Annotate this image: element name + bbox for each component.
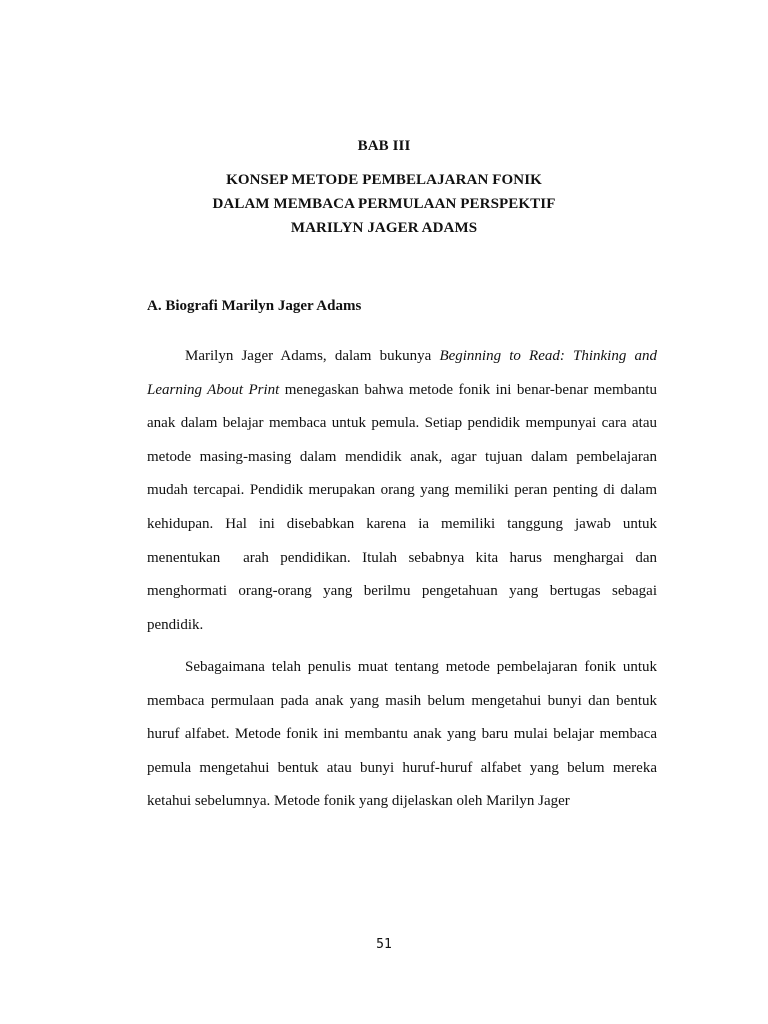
paragraph-line: menghormati orang-orang yang berilmu pengetahuan yang bertugas sebagai — [147, 583, 657, 600]
paragraph-line: menentukan arah pendidikan. Itulah sebabnya kita harus menghargai dan — [147, 549, 657, 566]
paragraph-line: huruf alfabet. Metode fonik ini membantu anak yang baru mulai belajar membaca — [147, 726, 657, 743]
section-heading: A. Biografi Marilyn Jager Adams — [147, 298, 362, 314]
paragraph-text: menegaskan bahwa metode fonik ini benar-benar membantu — [279, 381, 657, 398]
paragraph-line: membaca permulaan pada anak yang masih belum mengetahui bunyi dan bentuk — [147, 692, 657, 709]
paragraph-line: pendidik. — [147, 616, 204, 633]
page-number: 51 — [376, 937, 392, 952]
chapter-title-line-1: KONSEP METODE PEMBELAJARAN FONIK — [226, 172, 542, 188]
paragraph-line: kehidupan. Hal ini disebabkan karena ia memiliki tanggung jawab untuk — [147, 515, 657, 532]
paragraph-line — [147, 340, 657, 374]
book-title-italic: Beginning to Read: Thinking and — [439, 348, 657, 364]
paragraph-line: pemula mengetahui bentuk atau bunyi huruf-huruf alfabet yang belum mereka — [147, 759, 657, 776]
paragraph-line: ketahui sebelumnya. Metode fonik yang dijelaskan oleh Marilyn Jager — [147, 793, 570, 810]
chapter-title-line-3: MARILYN JAGER ADAMS — [290, 220, 478, 236]
paragraph-line — [147, 374, 657, 408]
paragraph-2 — [147, 651, 657, 819]
paragraph-text: Marilyn Jager Adams, dalam bukunya — [185, 348, 440, 364]
paragraph-line: metode masing-masing dalam mendidik anak, agar tujuan dalam pembelajaran — [147, 448, 657, 465]
paragraph-line: Sebagaimana telah penulis muat tentang metode pembelajaran fonik untuk — [185, 659, 657, 675]
paragraph-line: mudah tercapai. Pendidik merupakan orang yang memiliki peran penting di dalam — [147, 482, 657, 499]
paragraph-1 — [147, 340, 657, 642]
book-title-italic: Learning About Print — [147, 381, 280, 398]
paragraph-line: anak dalam belajar membaca untuk pemula. Setiap pendidik mempunyai cara atau — [147, 415, 657, 432]
chapter-title-line-2: DALAM MEMBACA PERMULAAN PERSPEKTIF — [212, 196, 556, 212]
chapter-number: BAB III — [357, 138, 411, 154]
